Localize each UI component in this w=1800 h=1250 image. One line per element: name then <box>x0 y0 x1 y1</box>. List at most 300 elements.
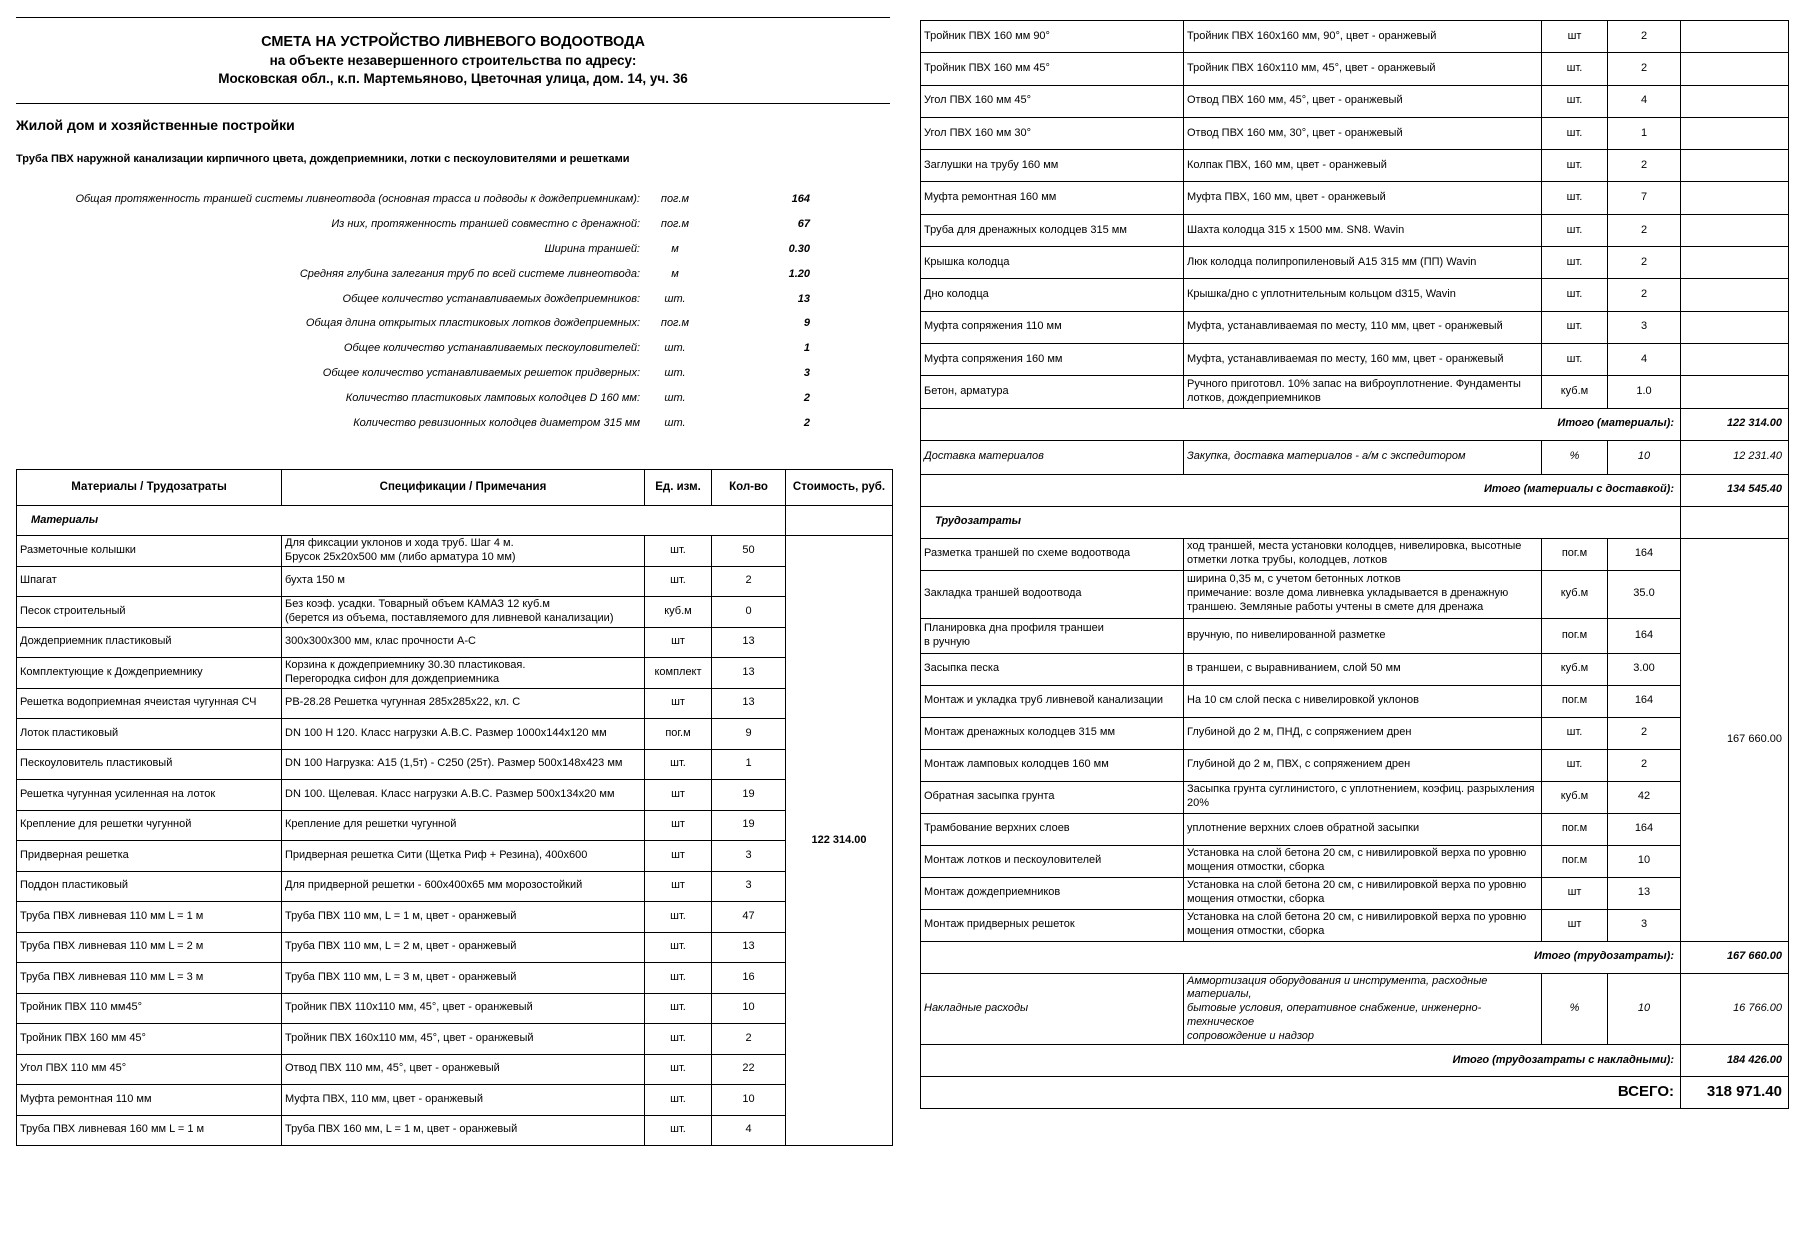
table-row <box>921 749 1789 781</box>
item-name: Муфта сопряжения 110 мм <box>921 311 1184 343</box>
total-materials-label: Итого (материалы): <box>921 408 1681 440</box>
labor-cost: 167 660.00 <box>1681 538 1789 941</box>
item-unit: комплект <box>645 658 712 689</box>
table-row <box>921 909 1789 941</box>
parameter-label: Общее количество устанавливаемых дождеприемников: <box>342 292 640 305</box>
parameter-value: 164 <box>791 193 810 206</box>
parameter-label: Общая длина открытых пластиковых лотков дождеприемных: <box>305 317 640 330</box>
item-name: Тройник ПВХ 160 мм 45° <box>17 1024 282 1055</box>
section-description: Труба ПВХ наружной канализации кирпичного цвета, дождеприемники, лотки с пескоуловителями и решетками <box>16 153 630 165</box>
parameter-unit: шт. <box>664 292 686 305</box>
table-row <box>17 536 893 567</box>
table-row <box>17 780 893 811</box>
total-materials-value: 122 314.00 <box>1681 408 1789 440</box>
delivery-spec: Закупка, доставка материалов - а/м с экспедитором <box>1184 440 1542 474</box>
item-spec: РВ-28.28 Решетка чугунная 285х285х22, кл. С <box>282 688 645 719</box>
parameter-label: Ширина траншей: <box>544 242 640 255</box>
total-labor-overhead-value: 184 426.00 <box>1681 1045 1789 1077</box>
item-qty: 7 <box>1608 182 1681 214</box>
item-name: Тройник ПВХ 160 мм 45° <box>921 53 1184 85</box>
labor-spec: Установка на слой бетона 20 см, с нивилировкой верха по уровню мощения отмостки, сборка <box>1184 909 1542 941</box>
item-unit: шт. <box>1542 53 1608 85</box>
item-name: Дно колодца <box>921 279 1184 311</box>
item-name: Поддон пластиковый <box>17 871 282 902</box>
parameter-unit: пог.м <box>660 317 690 330</box>
parameter-unit: пог.м <box>660 218 690 231</box>
item-name: Решетка чугунная усиленная на лоток <box>17 780 282 811</box>
delivery-qty: 10 <box>1608 440 1681 474</box>
parameter-value: 9 <box>803 317 810 330</box>
table-row <box>921 279 1789 311</box>
parameter-value: 2 <box>803 416 810 429</box>
table-row <box>17 932 893 963</box>
item-unit: шт. <box>1542 85 1608 117</box>
table-row <box>921 538 1789 570</box>
item-name: Труба ПВХ ливневая 110 мм L = 2 м <box>17 932 282 963</box>
parameter-label: Общее количество устанавливаемых решеток придверных: <box>322 366 640 379</box>
item-unit: шт. <box>645 993 712 1024</box>
table-row <box>921 813 1789 845</box>
document-subtitle: на объекте незавершенного строительства по адресу: <box>269 53 637 68</box>
item-qty: 0 <box>712 597 786 628</box>
item-unit: шт <box>645 841 712 872</box>
item-qty: 2 <box>712 566 786 597</box>
table-row <box>17 566 893 597</box>
item-spec: Крышка/дно с уплотнительным кольцом d315, Wavin <box>1184 279 1542 311</box>
labor-spec: вручную, по нивелированной разметке <box>1184 618 1542 653</box>
item-unit: шт. <box>645 963 712 994</box>
item-unit: шт. <box>645 1024 712 1055</box>
item-qty: 10 <box>712 1085 786 1116</box>
item-unit: шт <box>1542 21 1608 53</box>
document-title: СМЕТА НА УСТРОЙСТВО ЛИВНЕВОГО ВОДООТВОДА <box>261 34 645 50</box>
col-header-materials: Материалы / Трудозатраты <box>17 470 282 506</box>
parameter-row <box>40 261 820 286</box>
item-unit: шт <box>645 871 712 902</box>
item-name: Муфта сопряжения 160 мм <box>921 343 1184 375</box>
item-name: Шпагат <box>17 566 282 597</box>
overhead-value: 16 766.00 <box>1681 973 1789 1045</box>
labor-spec: На 10 см слой песка с нивелировкой уклонов <box>1184 685 1542 717</box>
item-spec: Придверная решетка Сити (Щетка Риф + Резина), 400х600 <box>282 841 645 872</box>
item-spec: DN 100 H 120. Класс нагрузки А.В.С. Размер 1000х144х120 мм <box>282 719 645 750</box>
parameter-value: 1 <box>803 342 810 355</box>
item-qty: 2 <box>712 1024 786 1055</box>
overhead-qty: 10 <box>1608 973 1681 1045</box>
item-name: Муфта ремонтная 110 мм <box>17 1085 282 1116</box>
item-qty: 3 <box>712 871 786 902</box>
item-spec: Муфта, устанавливаемая по месту, 160 мм, цвет - оранжевый <box>1184 343 1542 375</box>
table-row <box>17 749 893 780</box>
item-unit: шт. <box>645 932 712 963</box>
item-spec: Тройник ПВХ 160х160 мм, 90°, цвет - оранжевый <box>1184 21 1542 53</box>
item-unit: шт. <box>1542 343 1608 375</box>
item-name: Угол ПВХ 160 мм 30° <box>921 117 1184 149</box>
table-row <box>921 570 1789 618</box>
cost-cell-empty <box>1681 279 1789 311</box>
item-name: Труба ПВХ ливневая 160 мм L = 1 м <box>17 1115 282 1146</box>
labor-name: Монтаж и укладка труб ливневой канализации <box>921 685 1184 717</box>
total-materials-delivery <box>921 474 1789 506</box>
total-materials-delivery-label: Итого (материалы с доставкой): <box>921 474 1681 506</box>
table-row <box>921 845 1789 877</box>
item-unit: куб.м <box>1542 376 1608 408</box>
delivery-unit: % <box>1542 440 1608 474</box>
item-unit: шт. <box>645 1054 712 1085</box>
item-name: Решетка водоприемная ячеистая чугунная СЧ <box>17 688 282 719</box>
cost-cell-empty <box>1681 117 1789 149</box>
item-qty: 4 <box>712 1115 786 1146</box>
estimate-table-left <box>16 469 893 1146</box>
parameter-value: 67 <box>797 218 810 231</box>
item-qty: 10 <box>712 993 786 1024</box>
overhead-row <box>921 973 1789 1045</box>
item-spec: Шахта колодца 315 х 1500 мм. SN8. Wavin <box>1184 214 1542 246</box>
table-row <box>17 993 893 1024</box>
item-qty: 13 <box>712 658 786 689</box>
parameter-label: Из них, протяженность траншей совместно с дренажной: <box>331 218 640 231</box>
labor-unit: шт <box>1542 877 1608 909</box>
total-labor <box>921 941 1789 973</box>
item-name: Дождеприемник пластиковый <box>17 627 282 658</box>
total-labor-overhead <box>921 1045 1789 1077</box>
table-row <box>921 117 1789 149</box>
item-spec: Колпак ПВХ, 160 мм, цвет - оранжевый <box>1184 150 1542 182</box>
table-row <box>921 150 1789 182</box>
item-spec: Муфта ПВХ, 110 мм, цвет - оранжевый <box>282 1085 645 1116</box>
table-row <box>17 871 893 902</box>
document-address: Московская обл., к.п. Мартемьяново, Цветочная улица, дом. 14, уч. 36 <box>218 71 688 86</box>
labor-qty: 2 <box>1608 717 1681 749</box>
item-name: Крышка колодца <box>921 247 1184 279</box>
table-row <box>17 841 893 872</box>
item-name: Придверная решетка <box>17 841 282 872</box>
labor-spec: в траншеи, с выравниванием, слой 50 мм <box>1184 653 1542 685</box>
labor-name: Монтаж придверных решеток <box>921 909 1184 941</box>
labor-qty: 164 <box>1608 813 1681 845</box>
section-title: Жилой дом и хозяйственные постройки <box>16 117 295 133</box>
item-spec: Отвод ПВХ 110 мм, 45°, цвет - оранжевый <box>282 1054 645 1085</box>
item-name: Тройник ПВХ 110 мм45° <box>17 993 282 1024</box>
table-row <box>921 343 1789 375</box>
parameter-row <box>40 385 820 410</box>
item-spec: Труба ПВХ 110 мм, L = 1 м, цвет - оранжевый <box>282 902 645 933</box>
item-unit: шт <box>645 627 712 658</box>
item-spec: 300х300х300 мм, клас прочности А-С <box>282 627 645 658</box>
cost-cell-empty <box>1681 343 1789 375</box>
labor-qty: 10 <box>1608 845 1681 877</box>
item-name: Муфта ремонтная 160 мм <box>921 182 1184 214</box>
materials-cost: 122 314.00 <box>786 536 893 1146</box>
parameter-unit: шт. <box>664 366 686 379</box>
labor-qty: 3 <box>1608 909 1681 941</box>
item-unit: шт. <box>1542 279 1608 311</box>
item-spec: Для фиксации уклонов и хода труб. Шаг 4 м. Брусок 25х20х500 мм (либо арматура 10 мм) <box>282 536 645 567</box>
parameter-value: 2 <box>803 391 810 404</box>
table-row <box>921 376 1789 408</box>
document-header <box>16 34 890 86</box>
item-spec: Отвод ПВХ 160 мм, 45°, цвет - оранжевый <box>1184 85 1542 117</box>
parameter-row <box>40 286 820 311</box>
item-qty: 4 <box>1608 343 1681 375</box>
overhead-spec: Аммортизация оборудования и инструмента, расходные материалы, бытовые условия, оперативное снабжение, инженерно-техническое сопровождение и надзор <box>1184 973 1542 1045</box>
table-row <box>921 311 1789 343</box>
cost-cell-empty <box>1681 21 1789 53</box>
item-qty: 47 <box>712 902 786 933</box>
item-name: Разметочные колышки <box>17 536 282 567</box>
table-row <box>17 1024 893 1055</box>
item-spec: Ручного приготовл. 10% запас на виброуплотнение. Фундаменты лотков, дождеприемников <box>1184 376 1542 408</box>
parameter-unit: шт. <box>664 416 686 429</box>
item-qty: 16 <box>712 963 786 994</box>
parameter-row <box>40 237 820 262</box>
item-qty: 19 <box>712 780 786 811</box>
labor-name: Трамбование верхних слоев <box>921 813 1184 845</box>
item-unit: шт. <box>645 1115 712 1146</box>
item-qty: 3 <box>1608 311 1681 343</box>
table-row <box>921 21 1789 53</box>
labor-name: Обратная засыпка грунта <box>921 781 1184 813</box>
parameter-row <box>40 336 820 361</box>
col-header-qty: Кол-во <box>712 470 786 506</box>
item-qty: 13 <box>712 627 786 658</box>
labor-unit: пог.м <box>1542 618 1608 653</box>
section-cost-empty <box>1681 506 1789 538</box>
table-row <box>921 214 1789 246</box>
labor-qty: 42 <box>1608 781 1681 813</box>
item-spec: Для придверной решетки - 600х400х65 мм морозостойкий <box>282 871 645 902</box>
parameter-row <box>40 361 820 386</box>
total-labor-value: 167 660.00 <box>1681 941 1789 973</box>
top-rule <box>16 17 890 18</box>
overhead-unit: % <box>1542 973 1608 1045</box>
table-row <box>921 618 1789 653</box>
cost-cell-empty <box>1681 182 1789 214</box>
table-row <box>921 877 1789 909</box>
labor-name: Закладка траншей водоотвода <box>921 570 1184 618</box>
item-qty: 2 <box>1608 21 1681 53</box>
parameter-unit: пог.м <box>660 193 690 206</box>
labor-qty: 164 <box>1608 685 1681 717</box>
parameter-value: 3 <box>803 366 810 379</box>
item-unit: шт. <box>645 566 712 597</box>
item-name: Пескоуловитель пластиковый <box>17 749 282 780</box>
table-row <box>17 627 893 658</box>
labor-name: Монтаж дождеприемников <box>921 877 1184 909</box>
item-qty: 2 <box>1608 247 1681 279</box>
table-row <box>921 717 1789 749</box>
table-row <box>17 597 893 628</box>
parameter-unit: м <box>671 267 679 280</box>
item-qty: 4 <box>1608 85 1681 117</box>
cost-cell-empty <box>1681 214 1789 246</box>
parameter-row <box>40 410 820 435</box>
table-row <box>17 658 893 689</box>
estimate-table-right <box>920 20 1789 1109</box>
labor-spec: Глубиной до 2 м, ПНД, с сопряжением дрен <box>1184 717 1542 749</box>
labor-unit: куб.м <box>1542 653 1608 685</box>
item-qty: 2 <box>1608 279 1681 311</box>
cost-cell-empty <box>1681 53 1789 85</box>
section-cost-empty <box>786 506 893 536</box>
item-name: Песок строительный <box>17 597 282 628</box>
item-spec: Тройник ПВХ 110х110 мм, 45°, цвет - оранжевый <box>282 993 645 1024</box>
item-spec: Крепление для решетки чугунной <box>282 810 645 841</box>
parameter-row <box>40 187 820 212</box>
item-name: Труба для дренажных колодцев 315 мм <box>921 214 1184 246</box>
item-name: Труба ПВХ ливневая 110 мм L = 3 м <box>17 963 282 994</box>
item-spec: Корзина к дождеприемнику 30.30 пластиковая. Перегородка сифон для дождеприемника <box>282 658 645 689</box>
labor-spec: Установка на слой бетона 20 см, с нивилировкой верха по уровню мощения отмостки, сборка <box>1184 877 1542 909</box>
item-unit: шт <box>645 688 712 719</box>
labor-unit: пог.м <box>1542 813 1608 845</box>
item-unit: шт <box>645 810 712 841</box>
table-row <box>17 688 893 719</box>
labor-unit: пог.м <box>1542 845 1608 877</box>
item-qty: 13 <box>712 932 786 963</box>
item-unit: шт. <box>1542 214 1608 246</box>
item-spec: Труба ПВХ 160 мм, L = 1 м, цвет - оранжевый <box>282 1115 645 1146</box>
item-unit: пог.м <box>645 719 712 750</box>
item-unit: шт. <box>645 1085 712 1116</box>
labor-spec: Установка на слой бетона 20 см, с нивилировкой верха по уровню мощения отмостки, сборка <box>1184 845 1542 877</box>
labor-unit: шт. <box>1542 749 1608 781</box>
item-unit: шт. <box>645 902 712 933</box>
item-spec: бухта 150 м <box>282 566 645 597</box>
table-row <box>921 53 1789 85</box>
total-materials-delivery-value: 134 545.40 <box>1681 474 1789 506</box>
right-page <box>918 0 1800 1250</box>
labor-qty: 3.00 <box>1608 653 1681 685</box>
labor-section-row <box>921 506 1789 538</box>
item-name: Бетон, арматура <box>921 376 1184 408</box>
item-name: Заглушки на трубу 160 мм <box>921 150 1184 182</box>
labor-spec: ширина 0,35 м, с учетом бетонных лотков примечание: возле дома ливневка укладывается в дренажную траншею. Земляные работы учтены в смете для дренажа <box>1184 570 1542 618</box>
labor-qty: 164 <box>1608 618 1681 653</box>
labor-spec: Засыпка грунта суглинистого, с уплотнением, коэфиц. разрыхления 20% <box>1184 781 1542 813</box>
labor-section-label: Трудозатраты <box>921 506 1681 538</box>
parameter-value: 13 <box>797 292 810 305</box>
cost-cell-empty <box>1681 376 1789 408</box>
item-unit: шт. <box>645 536 712 567</box>
item-qty: 1 <box>1608 117 1681 149</box>
item-name: Крепление для решетки чугунной <box>17 810 282 841</box>
delivery-name: Доставка материалов <box>921 440 1184 474</box>
labor-qty: 164 <box>1608 538 1681 570</box>
col-header-cost: Стоимость, руб. <box>786 470 893 506</box>
item-unit: куб.м <box>645 597 712 628</box>
parameter-unit: м <box>671 242 679 255</box>
parameter-value: 1.20 <box>788 267 810 280</box>
item-qty: 1 <box>712 749 786 780</box>
labor-spec: уплотнение верхних слоев обратной засыпки <box>1184 813 1542 845</box>
table-row <box>921 781 1789 813</box>
grand-total-value: 318 971.40 <box>1681 1077 1789 1109</box>
item-spec: Без коэф. усадки. Товарный объем КАМАЗ 12 куб.м (берется из объема, поставляемого для ливневой канализации) <box>282 597 645 628</box>
parameter-row <box>40 311 820 336</box>
materials-section-label: Материалы <box>17 506 786 536</box>
parameter-label: Средняя глубина залегания труб по всей системе ливнеотвода: <box>299 267 640 280</box>
item-spec: DN 100 Нагрузка: А15 (1,5т) - С250 (25т). Размер 500х148х423 мм <box>282 749 645 780</box>
item-name: Комплектующие к Дождеприемнику <box>17 658 282 689</box>
item-qty: 1.0 <box>1608 376 1681 408</box>
item-spec: DN 100. Щелевая. Класс нагрузки А.В.С. Размер 500х134х20 мм <box>282 780 645 811</box>
item-spec: Муфта ПВХ, 160 мм, цвет - оранжевый <box>1184 182 1542 214</box>
labor-unit: шт <box>1542 909 1608 941</box>
labor-name: Монтаж лотков и пескоуловителей <box>921 845 1184 877</box>
item-qty: 2 <box>1608 214 1681 246</box>
item-spec: Люк колодца полипропиленовый А15 315 мм (ПП) Wavin <box>1184 247 1542 279</box>
cost-cell-empty <box>1681 150 1789 182</box>
cost-cell-empty <box>1681 311 1789 343</box>
labor-name: Разметка траншей по схеме водоотвода <box>921 538 1184 570</box>
delivery-value: 12 231.40 <box>1681 440 1789 474</box>
parameter-value: 0.30 <box>788 242 810 255</box>
item-name: Угол ПВХ 160 мм 45° <box>921 85 1184 117</box>
grand-total-label: ВСЕГО: <box>921 1077 1681 1109</box>
grand-total-row <box>921 1077 1789 1109</box>
table-row <box>921 182 1789 214</box>
table-row <box>17 1054 893 1085</box>
item-qty: 9 <box>712 719 786 750</box>
parameter-label: Общая протяженность траншей системы ливнеотвода (основная трасса и подводы к дождеприемникам): <box>75 193 640 206</box>
col-header-spec: Спецификации / Примечания <box>282 470 645 506</box>
item-qty: 19 <box>712 810 786 841</box>
parameter-label: Количество пластиковых ламповых колодцев D 160 мм: <box>345 391 640 404</box>
item-qty: 13 <box>712 688 786 719</box>
item-unit: шт. <box>1542 182 1608 214</box>
labor-qty: 13 <box>1608 877 1681 909</box>
labor-unit: пог.м <box>1542 538 1608 570</box>
item-qty: 2 <box>1608 150 1681 182</box>
item-unit: шт. <box>645 749 712 780</box>
item-qty: 22 <box>712 1054 786 1085</box>
table-row <box>921 85 1789 117</box>
cost-cell-empty <box>1681 247 1789 279</box>
item-spec: Муфта, устанавливаемая по месту, 110 мм, цвет - оранжевый <box>1184 311 1542 343</box>
total-labor-label: Итого (трудозатраты): <box>921 941 1681 973</box>
item-unit: шт. <box>1542 247 1608 279</box>
parameter-row <box>40 212 820 237</box>
parameter-unit: шт. <box>664 391 686 404</box>
item-spec: Труба ПВХ 110 мм, L = 3 м, цвет - оранжевый <box>282 963 645 994</box>
labor-qty: 2 <box>1608 749 1681 781</box>
table-row <box>17 810 893 841</box>
labor-unit: куб.м <box>1542 781 1608 813</box>
labor-qty: 35.0 <box>1608 570 1681 618</box>
labor-spec: Глубиной до 2 м, ПВХ, с сопряжением дрен <box>1184 749 1542 781</box>
table-row <box>921 247 1789 279</box>
labor-name: Планировка дна профиля траншеи в ручную <box>921 618 1184 653</box>
labor-unit: шт. <box>1542 717 1608 749</box>
delivery-row <box>921 440 1789 474</box>
table-row <box>921 685 1789 717</box>
labor-name: Монтаж ламповых колодцев 160 мм <box>921 749 1184 781</box>
item-qty: 50 <box>712 536 786 567</box>
cost-cell-empty <box>1681 85 1789 117</box>
item-qty: 3 <box>712 841 786 872</box>
col-header-unit: Ед. изм. <box>645 470 712 506</box>
item-spec: Тройник ПВХ 160х110 мм, 45°, цвет - оранжевый <box>1184 53 1542 85</box>
item-unit: шт. <box>1542 150 1608 182</box>
total-materials <box>921 408 1789 440</box>
labor-unit: куб.м <box>1542 570 1608 618</box>
labor-unit: пог.м <box>1542 685 1608 717</box>
total-labor-overhead-label: Итого (трудозатраты с накладными): <box>921 1045 1681 1077</box>
item-name: Тройник ПВХ 160 мм 90° <box>921 21 1184 53</box>
parameter-label: Общее количество устанавливаемых пескоуловителей: <box>343 342 640 355</box>
table-row <box>921 653 1789 685</box>
